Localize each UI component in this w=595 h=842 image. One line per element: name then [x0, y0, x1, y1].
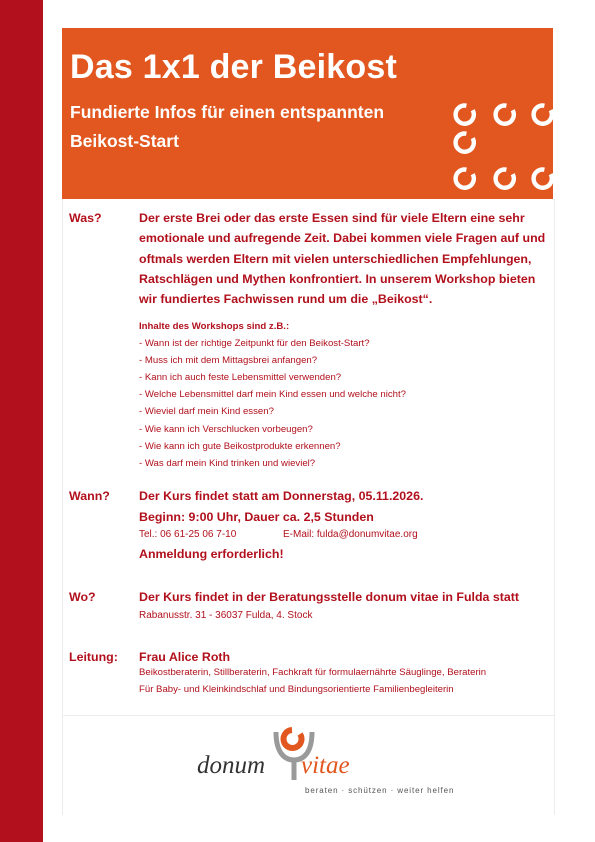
list-item: - Wie kann ich Verschlucken vorbeugen? — [139, 423, 313, 435]
page-subtitle — [70, 98, 384, 156]
ring-icon — [531, 167, 554, 190]
leitung-label: Leitung: — [69, 650, 118, 664]
logo-word-vitae: vitae — [301, 752, 350, 779]
wann-label: Wann? — [69, 489, 110, 503]
list-heading: Inhalte des Workshops sind z.B.: — [139, 321, 290, 332]
course-location: Der Kurs findet in der Beratungsstelle donum vitae in Fulda statt — [139, 590, 520, 604]
ring-icon — [531, 103, 554, 126]
was-line: Ratschlägen und Mythen konfrontiert. In unserem Workshop bieten — [139, 271, 536, 286]
left-accent-bar — [0, 0, 43, 842]
page-title: Das 1x1 der Beikost — [70, 48, 397, 86]
logo-word-donum: donum — [197, 752, 266, 779]
course-time: Beginn: 9:00 Uhr, Dauer ca. 2,5 Stunden — [139, 510, 374, 524]
course-date: Der Kurs findet statt am Donnerstag, 05.11.2026. — [139, 489, 424, 503]
wo-label: Wo? — [69, 590, 96, 604]
instructor-name: Frau Alice Roth — [139, 650, 231, 664]
ring-icon — [493, 167, 516, 190]
ring-icon — [453, 167, 476, 190]
registration-note: Anmeldung erforderlich! — [139, 547, 284, 561]
ring-icon — [453, 103, 476, 126]
was-line: emotionale und aufregende Zeit. Dabei kommen viele Fragen auf und — [139, 231, 546, 246]
list-item: - Welche Lebensmittel darf mein Kind essen und welche nicht? — [139, 389, 406, 401]
list-item: - Kann ich auch feste Lebensmittel verwenden? — [139, 372, 342, 384]
header-banner — [62, 28, 553, 199]
was-description — [139, 208, 545, 309]
ring-icon — [493, 103, 516, 126]
list-item: - Wann ist der richtige Zeitpunkt für den Beikost-Start? — [139, 338, 370, 350]
address: Rabanusstr. 31 - 36037 Fulda, 4. Stock — [139, 610, 313, 621]
logo-tagline: beraten · schützen · weiter helfen — [305, 786, 455, 795]
was-line: Der erste Brei oder das erste Essen sind für viele Eltern eine sehr — [139, 211, 525, 225]
list-item: - Was darf mein Kind trinken und wieviel? — [139, 457, 316, 469]
contact-phone: Tel.: 06 61-25 06 7-10 — [139, 529, 237, 540]
subtitle-line-2: Beikost-Start — [70, 131, 179, 151]
ring-icon — [453, 131, 476, 154]
list-item: - Muss ich mit dem Mittagsbrei anfangen? — [139, 355, 318, 367]
was-label: Was? — [69, 211, 102, 225]
contact-email: E-Mail: fulda@donumvitae.org — [283, 529, 418, 540]
list-item: - Wieviel darf mein Kind essen? — [139, 406, 274, 418]
list-item: - Wie kann ich gute Beikostprodukte erkennen? — [139, 440, 341, 452]
instructor-qualifications-1: Beikostberaterin, Stillberaterin, Fachkraft für formulaernährte Säuglinge, Beraterin — [139, 667, 487, 678]
instructor-qualifications-2: Für Baby- und Kleinkindschlaf und Bindungsorientierte Familienbegleiterin — [139, 684, 454, 695]
was-line: oftmals werden Eltern mit vielen unterschiedlichen Empfehlungen, — [139, 251, 532, 266]
was-line: wir fundiertes Fachwissen rund um die „Beikost“. — [139, 292, 433, 307]
subtitle-line-1: Fundierte Infos für einen entspannten — [70, 102, 385, 122]
workshop-topics-list — [139, 318, 406, 472]
donum-vitae-logo — [192, 722, 482, 802]
